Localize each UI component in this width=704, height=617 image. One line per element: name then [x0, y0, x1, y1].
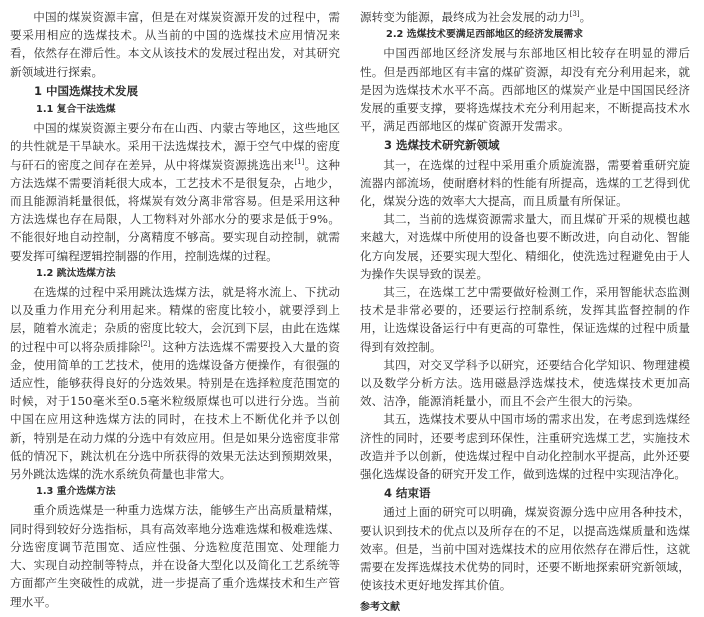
citation-marker: [2] — [140, 339, 151, 348]
subsection-2-2-paragraph: 中国西部地区经济发展与东部地区相比较存在明显的滞后性。但是西部地区有丰富的煤矿资源，却没有充分利用起来，就是因为选煤技术水平不高。西部地区的煤炭产业是中国国民经济发展的重要支撑，要将选煤技术充分利用起来，不断提高技术水平，满足西部地区的煤矿资源开发需求。 — [360, 46, 690, 134]
references-heading: 参考文献 — [360, 601, 400, 613]
subsection-1-2-paragraph — [10, 283, 340, 483]
intro-paragraph: 中国的煤炭资源丰富，但是在对煤炭资源开发的过程中，需要采用相应的选煤技术。从当前的中国的选煤技术应用情况来看，依然存在滞后性。本文从该技术的发展过程出发，对其研究新领域进行探索。 — [10, 10, 340, 79]
section-3-paragraph-2: 其二，当前的选煤资源需求量大，而且煤矿开采的规模也越来越大，对选煤中所使用的设备也要不断改进，向自动化、智能化方向发展，还要实现大型化、精细化，使洗选过程避免由于人为操作失误导致的误差。 — [360, 212, 690, 281]
left-column — [10, 8, 340, 611]
paragraph-text: 。 — [579, 10, 592, 24]
conclusion-paragraph: 通过上面的研究可以明确，煤炭资源分选中应用各种技术，要认识到技术的优点以及所存在的不足，以提高选煤质量和选煤效率。但是，当前中国对选煤技术的应用依然存在滞后性，这就需要在发挥选煤技术优势的同时，还要不断地探索研究新领域，使该技术更好地发挥其价值。 — [360, 505, 690, 593]
continued-paragraph — [360, 8, 690, 26]
subsection-1-1-heading: 1.1 复合干法选煤 — [36, 104, 116, 116]
subsection-1-3-heading: 1.3 重介选煤方法 — [36, 486, 116, 498]
section-3-paragraph-4: 其四，对交叉学科予以研究，还要结合化学知识、物理建模以及数学分析方法。选用磁悬浮选煤技术，使选煤技术更加高效、洁净，能源消耗量小，而且不会产生很大的污染。 — [360, 357, 690, 409]
paragraph-text: 在选煤的过程中采用跳汰选煤方法，就是将水流上、下扰动以及重力作用充分利用起来。精煤的密度比较小，就要浮到上层，随着水流走；杂质的密度比较大，会沉到下层，由此在选煤的过程中可以将杂质排除 — [10, 285, 340, 354]
subsection-1-2-heading: 1.2 跳汰选煤方法 — [36, 267, 116, 279]
right-column — [360, 8, 690, 617]
section-3-paragraph-3: 其三，在选煤工艺中需要做好检测工作，采用智能状态监测技术是非常必要的，还要运行控制系统，发挥其监督控制的作用，让选煤设备运行中有更高的可靠性，保证选煤的过程中质量得到有效控制。 — [360, 285, 690, 354]
section-3-heading: 3 选煤技术研究新领域 — [384, 138, 500, 153]
subsection-1-3-paragraph: 重介质选煤是一种重力选煤方法，能够生产出高质量精煤，同时得到较好分选指标，具有高效率地分选难选煤和极难选煤、分选密度调节范围宽、适应性强、分选粒度范围宽、处理能力大、实现自动控制等特点，并在设备大型化以及简化工艺系统等方面都产生突破性的成就，进一步提高了重介选煤技术和生产管理水平。 — [10, 503, 340, 609]
section-1-heading: 1 中国选煤技术发展 — [34, 83, 139, 98]
subsection-1-1-paragraph — [10, 119, 340, 265]
paragraph-text: 。这种方法选煤不需要消耗很大成本，工艺技术不是很复杂，占地少，而且能源消耗量很低，将煤炭有效分离非常容易。但是采用这种方法选煤也存在局限，人工物料对外部水分的要求是低于9%。不能很好地自动控制，分离精度不够高。要实现自动控制，就需要发挥可编程逻辑控制器的作用，控制选煤的过程。 — [10, 157, 340, 263]
paragraph-text: 中国的煤炭资源主要分布在山西、内蒙古等地区，这些地区的共性就是干旱缺水。采用干法选煤技术，源于空气中煤的密度与矸石的密度之间存在差异，从中将煤炭资源挑选出来 — [10, 121, 340, 172]
subsection-2-2-heading: 2.2 选煤技术要满足西部地区的经济发展需求 — [386, 29, 584, 41]
citation-marker: [1] — [294, 157, 305, 166]
citation-marker: [3] — [569, 10, 580, 19]
section-4-heading: 4 结束语 — [384, 486, 431, 501]
paragraph-text: 。这种方法选煤不需要投入大量的资金，使用简单的工艺技术，使用的选煤设备方便操作，有很强的适应性，能够获得良好的分选效果。特别是在选择粒度范围宽的时候，对于150毫米至0.5毫米粒级原煤也可以进行分选。当前中国在应用这种选煤方法的同时，在技术上不断优化并予以创新，特别是在动力煤的分选中有效应用。但是如果分选密度非常低的情况下，跳汰机在分选中所获得的效果无法达到预期效果，另外跳汰选煤的洗水系统负荷量也非常大。 — [10, 339, 340, 482]
section-3-paragraph-5: 其五，选煤技术要从中国市场的需求出发，在考虑到选煤经济性的同时，还要考虑到环保性，注重研究选煤工艺，实施技术改造并予以创新，使选煤过程中自动化控制水平提高，此外还要强化选煤设备的研究开发工作，做到选煤的过程中实现洁净化。 — [360, 412, 690, 482]
section-3-paragraph-1: 其一，在选煤的过程中采用重介质旋流器，需要着重研究旋流器内部流场，使耐磨材料的性能有所提高，选煤的工艺得到优化，煤炭分选的效率大大提高，而且质量有所保证。 — [360, 157, 690, 209]
paragraph-text: 源转变为能源，最终成为社会发展的动力 — [360, 10, 570, 24]
